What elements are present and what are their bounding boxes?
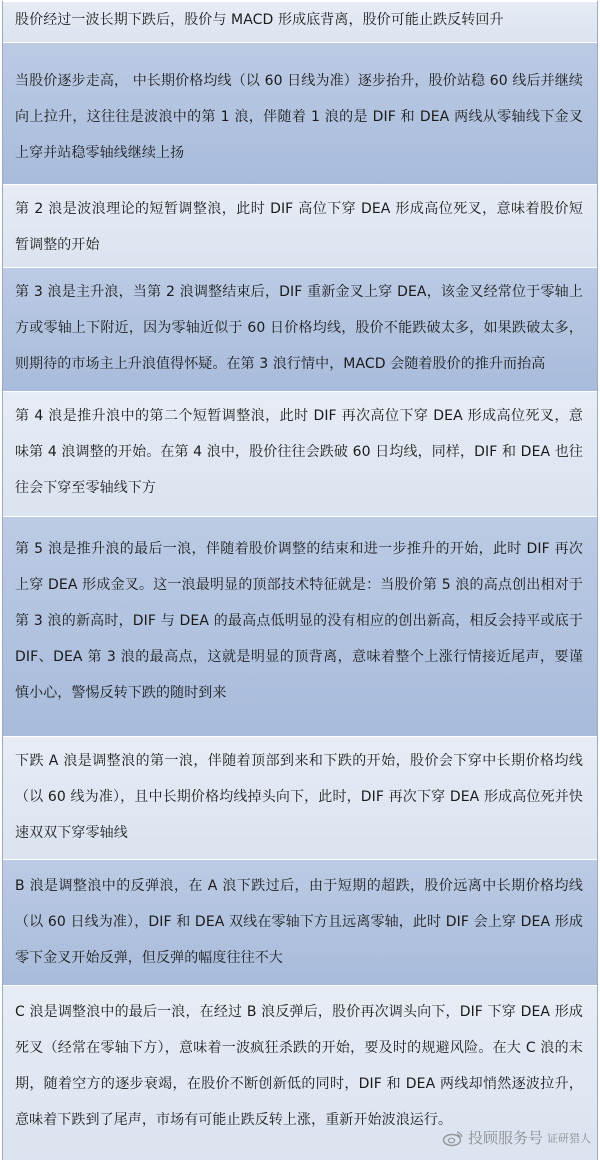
- row-text: C 浪是调整浪中的最后一浪，在经过 B 浪反弹后，股价再次调头向下，DIF 下穿 DEA 形成死叉（经常在零轴下方），意味着一波疯狂杀跌的开始，要及时的规避风险。在大 C 浪的末期，随着空方的逐步衰竭，在股价不断创新低的同时，DIF 和 DEA 两线却悄然逐波拉升，意味着下跌到了尾声，市场有可能止跌反转上涨，重新开始波浪运行。: [15, 1004, 583, 1128]
- watermark-text: 投顾服务号: [467, 1129, 543, 1147]
- watermark-subtext: 证研猎人: [547, 1131, 591, 1145]
- table-row: [3, 859, 597, 985]
- row-text: 股价经过一波长期下跌后，股价与 MACD 形成底背离，股价可能止跌反转回升: [15, 12, 504, 28]
- row-text: 下跌 A 浪是调整浪的第一浪，伴随着顶部到来和下跌的开始，股价会下穿中长期价格均线（以 60 线为准），且中长期价格均线掉头向下，此时，DIF 再次下穿 DEA 形成高位死并快速双双下穿零轴线: [15, 753, 583, 841]
- table-row: [3, 1, 597, 42]
- row-text: 第 4 浪是推升浪中的第二个短暂调整浪，此时 DIF 再次高位下穿 DEA 形成高位死叉，意味第 4 浪调整的开始。在第 4 浪中，股价往往会跌破 60 日均线，同样，DIF 和 DEA 也往往会下穿至零轴线下方: [15, 408, 583, 496]
- row-text: B 浪是调整浪中的反弹浪，在 A 浪下跌过后，由于短期的超跌，股价远离中长期价格均线（以 60 日线为准），DIF 和 DEA 双线在零轴下方且远离零轴，此时 DIF 会上穿 DEA 形成零下金叉开始反弹，但反弹的幅度往往不大: [15, 878, 583, 966]
- table-row: [3, 267, 597, 391]
- row-text: 第 5 浪是推升浪的最后一浪，伴随着股价调整的结束和进一步推升的开始，此时 DIF 再次上穿 DEA 形成金叉。这一浪最明显的顶部技术特征就是：当股价第 5 浪的高点创出相对于第 3 浪的新高时，DIF 与 DEA 的最高点低明显的没有相应的创出新高，相反会持平或底于 DIF、DEA 第 3 浪的最高点，这就是明显的顶背离，意味着整个上涨行情接近尾声，要谨慎小心，警惕反转下跌的随时到来: [15, 541, 583, 701]
- table-row: [3, 516, 597, 736]
- table-row: [3, 184, 597, 267]
- watermark: [442, 1127, 591, 1148]
- table-row: [3, 736, 597, 859]
- wave-macd-table: [2, 1, 598, 1160]
- weibo-logo-icon: [442, 1129, 464, 1147]
- table-row: [3, 391, 597, 516]
- row-text: 当股价逐步走高， 中长期价格均线（以 60 日线为准）逐步抬升，股价站稳 60 线后并继续向上拉升，这往往是波浪中的第 1 浪，伴随着 1 浪的是 DIF 和 DEA 两线从零轴线下金叉上穿并站稳零轴线继续上扬: [15, 73, 583, 161]
- row-text: 第 2 浪是波浪理论的短暂调整浪，此时 DIF 高位下穿 DEA 形成高位死叉，意味着股价短暂调整的开始: [15, 201, 583, 253]
- table-row: [3, 42, 597, 184]
- row-text: 第 3 浪是主升浪，当第 2 浪调整结束后，DIF 重新金叉上穿 DEA，该金叉经常位于零轴上方或零轴上下附近，因为零轴近似于 60 日价格均线，股价不能跌破太多，如果跌破太多，则期待的市场主上升浪值得怀疑。在第 3 浪行情中，MACD 会随着股价的推升而抬高: [15, 284, 583, 372]
